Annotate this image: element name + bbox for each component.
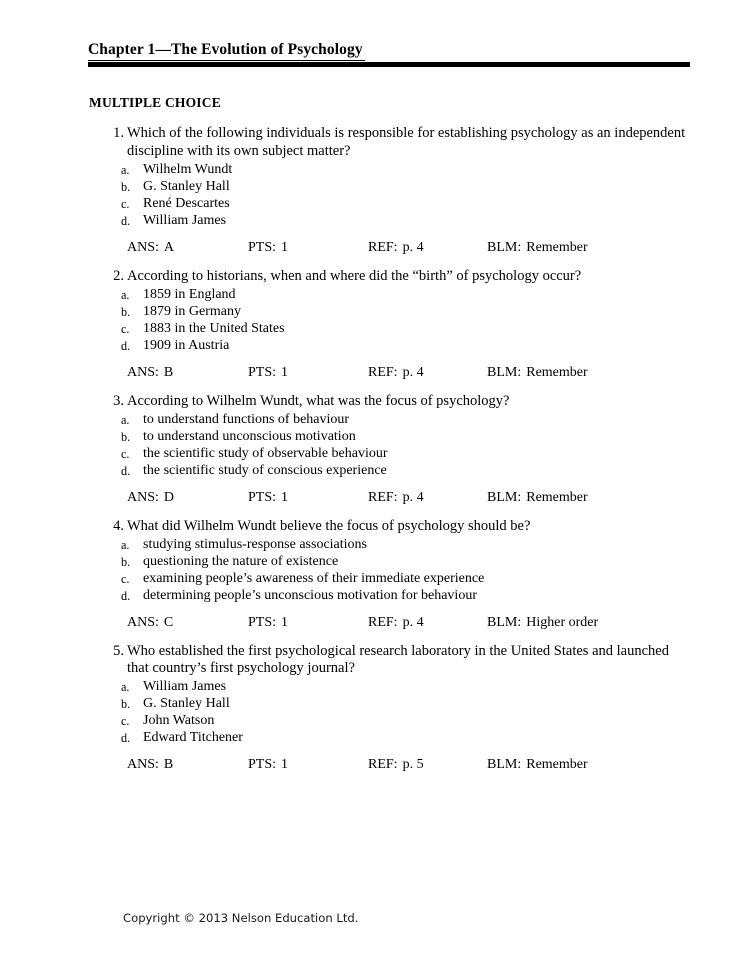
section-heading: MULTIPLE CHOICE (89, 95, 221, 110)
points-field-value: 1 (281, 364, 289, 380)
answer-meta-row (0, 614, 750, 631)
blm-level-field-value: Remember (526, 364, 588, 380)
reference-field-value: p. 4 (402, 364, 424, 380)
choice-option[interactable] (0, 286, 750, 303)
reference-field (368, 614, 424, 631)
reference-field-label: REF: (368, 364, 398, 380)
choice-text: studying stimulus-response associations (143, 536, 367, 552)
choice-option[interactable] (0, 195, 750, 212)
choice-letter: c. (121, 446, 130, 461)
choice-letter: b. (121, 554, 131, 569)
choice-text: John Watson (143, 713, 215, 728)
page-header (88, 41, 690, 61)
question-block (0, 643, 750, 774)
blm-level-field-label: BLM: (487, 239, 522, 255)
question-text: What did Wilhelm Wundt believe the focus of psychology should be? (127, 517, 531, 534)
points-field-label: PTS: (248, 489, 277, 505)
choice-option[interactable] (0, 411, 750, 428)
choice-letter: b. (121, 697, 131, 711)
choice-text: William James (143, 212, 227, 228)
choice-letter: a. (121, 537, 130, 552)
points-field-value: 1 (281, 757, 289, 772)
question-block (0, 268, 750, 381)
reference-field-value: p. 4 (402, 489, 424, 505)
answer-meta-row (0, 756, 750, 773)
copyright-footer: Copyright © 2013 Nelson Education Ltd. (123, 911, 359, 925)
choice-letter: d. (121, 463, 131, 478)
choice-text: 1879 in Germany (143, 303, 241, 319)
choice-option[interactable] (0, 712, 750, 729)
blm-level-field-label: BLM: (487, 757, 522, 772)
answer-field-label: ANS: (127, 364, 159, 380)
choice-letter: a. (121, 412, 130, 427)
question-text: According to Wilhelm Wundt, what was the focus of psychology? (127, 392, 510, 409)
reference-field (368, 239, 424, 256)
reference-field-label: REF: (368, 239, 398, 255)
choice-text: René Descartes (143, 195, 230, 211)
choice-list (0, 678, 750, 746)
question-list (0, 125, 750, 785)
choice-text: to understand functions of behaviour (143, 411, 350, 427)
answer-field-label: ANS: (127, 489, 159, 505)
question-text: According to historians, when and where did the “birth” of psychology occur? (127, 267, 582, 284)
choice-option[interactable] (0, 212, 750, 229)
choice-option[interactable] (0, 445, 750, 462)
choice-option[interactable] (0, 678, 750, 695)
reference-field (368, 489, 424, 506)
choice-text: 1883 in the United States (143, 320, 285, 336)
header-rule (88, 62, 690, 67)
choice-text: the scientific study of observable behaviour (143, 445, 388, 461)
blm-level-field-value: Remember (526, 757, 588, 772)
choice-letter: c. (121, 196, 130, 211)
points-field-value: 1 (281, 489, 289, 505)
choice-letter: d. (121, 213, 131, 228)
question-text: Who established the first psychological research laboratory in the United States and launched that country’s first psychology journal? (127, 642, 669, 676)
question-number: 1. (113, 125, 124, 141)
question-number: 4. (113, 517, 124, 534)
choice-option[interactable] (0, 536, 750, 553)
choice-letter: d. (121, 338, 131, 353)
choice-option[interactable] (0, 161, 750, 178)
choice-option[interactable] (0, 303, 750, 320)
points-field-value: 1 (281, 239, 289, 255)
answer-field-label: ANS: (127, 239, 159, 255)
choice-option[interactable] (0, 428, 750, 445)
choice-option[interactable] (0, 587, 750, 604)
choice-text: the scientific study of conscious experience (143, 462, 387, 478)
blm-level-field-label: BLM: (487, 489, 522, 505)
answer-field-value: B (163, 757, 174, 772)
reference-field-value: p. 5 (402, 757, 424, 772)
choice-letter: a. (121, 162, 130, 177)
blm-level-field (487, 239, 588, 256)
choice-letter: d. (121, 588, 131, 603)
answer-meta-row (0, 239, 750, 256)
question-number: 3. (113, 392, 124, 409)
choice-list (0, 286, 750, 354)
reference-field-label: REF: (368, 489, 398, 505)
choice-option[interactable] (0, 553, 750, 570)
choice-option[interactable] (0, 462, 750, 479)
answer-meta-row (0, 489, 750, 506)
question-stem (0, 518, 750, 536)
question-stem (0, 393, 750, 411)
answer-field (127, 239, 174, 256)
choice-text: questioning the nature of existence (143, 553, 339, 569)
blm-level-field-value: Higher order (526, 614, 599, 630)
choice-list (0, 411, 750, 479)
answer-field-label: ANS: (127, 614, 159, 630)
blm-level-field-value: Remember (526, 239, 588, 255)
blm-level-field (487, 756, 588, 773)
choice-text: to understand unconscious motivation (143, 428, 356, 444)
question-block (0, 125, 750, 256)
choice-list (0, 536, 750, 604)
choice-text: Edward Titchener (143, 730, 243, 745)
choice-letter: d. (121, 731, 131, 745)
choice-text: 1859 in England (143, 286, 236, 302)
reference-field (368, 364, 424, 381)
question-stem (0, 268, 750, 286)
answer-field-label: ANS: (127, 757, 159, 772)
blm-level-field (487, 489, 588, 506)
blm-level-field-label: BLM: (487, 364, 522, 380)
choice-text: Wilhelm Wundt (143, 161, 233, 177)
question-number: 2. (113, 267, 124, 284)
points-field-label: PTS: (248, 614, 277, 630)
answer-field-value: B (163, 364, 174, 380)
choice-option[interactable] (0, 320, 750, 337)
choice-letter: b. (121, 179, 131, 194)
reference-field-value: p. 4 (402, 239, 424, 255)
points-field-label: PTS: (248, 239, 277, 255)
reference-field (368, 756, 424, 773)
question-stem (0, 643, 750, 678)
question-number: 5. (113, 642, 124, 659)
reference-field-label: REF: (368, 757, 398, 772)
answer-field (127, 489, 174, 506)
choice-text: G. Stanley Hall (143, 178, 230, 194)
question-block (0, 393, 750, 506)
choice-text: determining people’s unconscious motivation for behaviour (143, 587, 477, 603)
choice-letter: b. (121, 429, 131, 444)
points-field (248, 756, 288, 773)
answer-field (127, 614, 173, 631)
reference-field-value: p. 4 (402, 614, 424, 630)
question-block (0, 518, 750, 631)
choice-list (0, 161, 750, 229)
choice-letter: b. (121, 304, 131, 319)
points-field (248, 614, 288, 631)
blm-level-field (487, 364, 588, 381)
question-text: Which of the following individuals is responsible for establishing psychology as an independent discipline with its own subject matter? (127, 125, 686, 159)
choice-letter: a. (121, 287, 130, 302)
answer-field (127, 364, 173, 381)
answer-meta-row (0, 364, 750, 381)
choice-letter: c. (121, 321, 130, 336)
answer-field-value: C (163, 614, 174, 630)
answer-field (127, 756, 173, 773)
points-field (248, 239, 288, 256)
blm-level-field-label: BLM: (487, 614, 522, 630)
choice-text: 1909 in Austria (143, 337, 230, 353)
choice-option[interactable] (0, 337, 750, 354)
chapter-title: Chapter 1—The Evolution of Psychology (88, 41, 365, 61)
question-stem (0, 125, 750, 160)
choice-option[interactable] (0, 570, 750, 587)
reference-field-label: REF: (368, 614, 398, 630)
choice-letter: c. (121, 571, 130, 586)
blm-level-field (487, 614, 598, 631)
blm-level-field-value: Remember (526, 489, 588, 505)
choice-option[interactable] (0, 695, 750, 712)
choice-option[interactable] (0, 178, 750, 195)
choice-letter: a. (121, 680, 130, 694)
answer-field-value: D (163, 489, 175, 505)
choice-text: William James (143, 679, 227, 694)
answer-field-value: A (163, 239, 175, 255)
points-field-value: 1 (281, 614, 289, 630)
choice-letter: c. (121, 714, 130, 728)
choice-option[interactable] (0, 729, 750, 746)
points-field (248, 364, 288, 381)
points-field-label: PTS: (248, 364, 277, 380)
choice-text: G. Stanley Hall (143, 696, 230, 711)
choice-text: examining people’s awareness of their immediate experience (143, 570, 485, 586)
points-field-label: PTS: (248, 757, 277, 772)
points-field (248, 489, 288, 506)
